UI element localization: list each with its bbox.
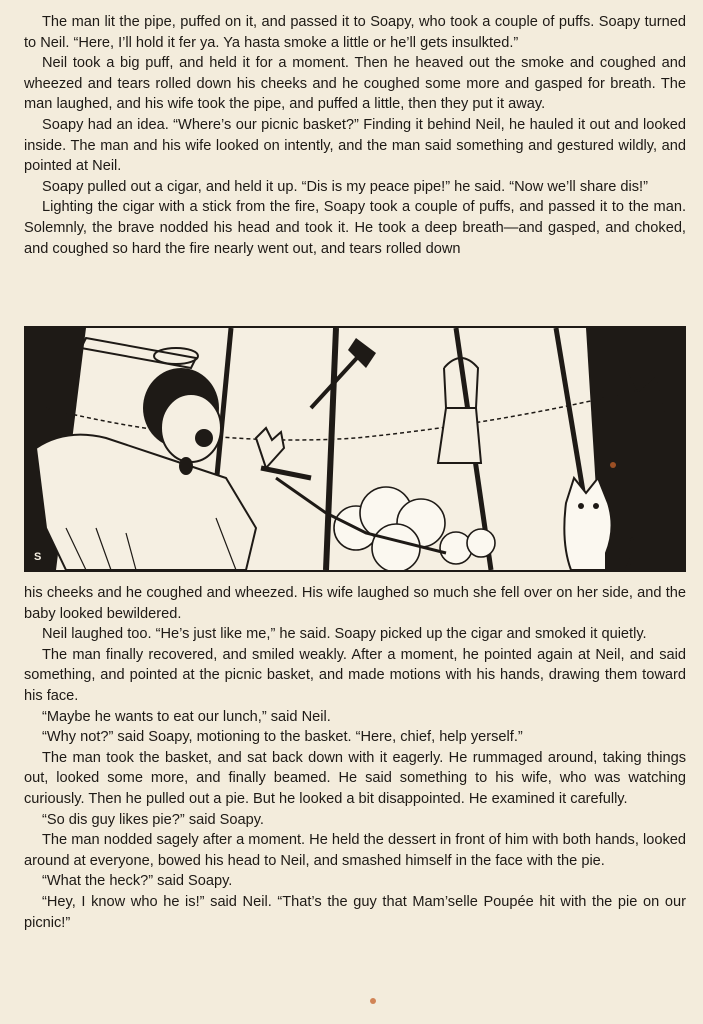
hanging-pouch — [438, 408, 481, 463]
paragraph: “What the heck?” said Soapy. — [42, 873, 233, 890]
paper-speck — [610, 462, 616, 468]
illustration-panel — [24, 326, 686, 572]
paragraph: The man lit the pipe, puffed on it, and passed it to Soapy, who took a couple of puffs. Soapy turned to Neil. “Here, I’ll hold it fer ya. Ya hasta smoke a little or he’ll gets insulkted.” — [24, 14, 686, 51]
paragraph: The man took the basket, and sat back down with it eagerly. He rummaged around, taking things out, looked some more, and finally beamed. He said something to his wife, who was watching curiously. Then he pulled out a pie. But he looked a bit disappointed. He examined it carefully. — [24, 749, 686, 807]
paragraph: his cheeks and he coughed and wheezed. His wife laughed so much she fell over on her side, and the baby looked bewildered. — [24, 585, 686, 622]
paragraph: Neil laughed too. “He’s just like me,” he said. Soapy picked up the cigar and smoked it quietly. — [42, 626, 647, 643]
paragraph: Soapy had an idea. “Where’s our picnic basket?” Finding it behind Neil, he hauled it out and looked inside. The man and his wife looked on intently, and the man said something and gestured wildly, and pointed at Neil. — [24, 116, 686, 175]
top-text-block — [24, 12, 686, 259]
tepee-interior-illustration — [26, 328, 684, 570]
paragraph: Neil took a big puff, and held it for a moment. Then he heaved out the smoke and coughed and wheezed and tears rolled down his cheeks and he coughed some more and gasped for breath. The man laughed, and his wife took the pipe, and puffed a little, then they put it away. — [24, 55, 686, 113]
paragraph: The man finally recovered, and smiled weakly. After a moment, he pointed again at Neil, and said something, and pointed at the picnic basket, and made motions with his hands, drawing them toward his face. — [24, 646, 686, 704]
bottom-text-block — [24, 583, 686, 933]
paragraph: The man nodded sagely after a moment. He held the dessert in front of him with both hands, looked around at everyone, bowed his head to Neil, and smashed himself in the face with the pie. — [24, 832, 686, 869]
paragraph: “Why not?” said Soapy, motioning to the basket. “Here, chief, help yerself.” — [42, 729, 523, 746]
paragraph: “So dis guy likes pie?” said Soapy. — [42, 811, 264, 828]
paragraph: Lighting the cigar with a stick from the fire, Soapy took a couple of puffs, and passed it to the man. Solemnly, the brave nodded his head and took it. He took a deep breath—and gasped, and choked, and coughed so hard the fire nearly went out, and tears rolled down — [24, 199, 686, 257]
paragraph: “Hey, I know who he is!” said Neil. “That’s the guy that Mam’selle Poupée hit with the pie on our picnic!” — [24, 893, 686, 931]
paper-speck — [370, 998, 376, 1004]
paragraph: “Maybe he wants to eat our lunch,” said Neil. — [42, 708, 331, 725]
hanging-rope — [46, 388, 646, 440]
artist-signature: S — [34, 551, 42, 563]
ring-ornament — [154, 348, 198, 364]
paragraph: Soapy pulled out a cigar, and held it up. “Dis is my peace pipe!” he said. “Now we’ll share dis!” — [42, 178, 648, 195]
